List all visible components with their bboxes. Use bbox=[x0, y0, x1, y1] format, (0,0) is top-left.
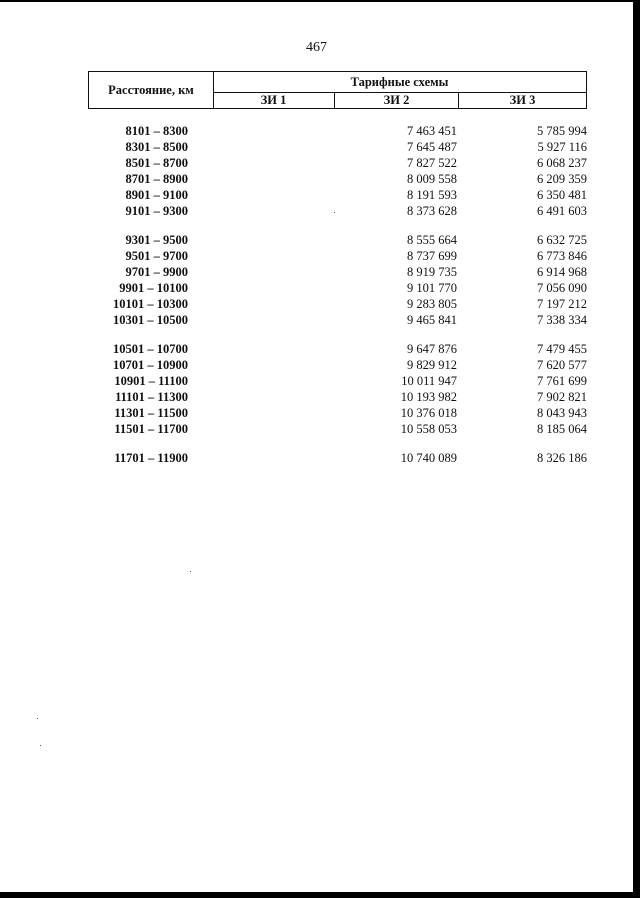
zi2-value: 8 191 593 bbox=[407, 188, 457, 202]
zi2-value: 7 827 522 bbox=[407, 156, 457, 170]
distance-range: 10301 – 10500 bbox=[113, 313, 188, 327]
scan-edge-top bbox=[0, 0, 640, 2]
zi3-value: 7 902 821 bbox=[537, 390, 587, 404]
table-row bbox=[0, 203, 633, 219]
distance-range: 11301 – 11500 bbox=[114, 406, 188, 420]
distance-range: 10701 – 10900 bbox=[113, 358, 188, 372]
table-row bbox=[0, 450, 633, 466]
table-row bbox=[0, 296, 633, 312]
column-header-zi3: ЗИ 3 bbox=[509, 93, 536, 107]
zi3-value: 7 338 334 bbox=[537, 313, 587, 327]
zi3-value: 7 056 090 bbox=[537, 281, 587, 295]
zi2-value: 8 737 699 bbox=[407, 249, 457, 263]
table-row bbox=[0, 248, 633, 264]
distance-range: 10101 – 10300 bbox=[113, 297, 188, 311]
zi3-value: 7 197 212 bbox=[537, 297, 587, 311]
table-row bbox=[0, 264, 633, 280]
table-row bbox=[0, 187, 633, 203]
zi2-value: 9 829 912 bbox=[407, 358, 457, 372]
distance-range: 9701 – 9900 bbox=[125, 265, 188, 279]
zi2-value: 10 011 947 bbox=[401, 374, 457, 388]
zi3-value: 6 632 725 bbox=[537, 233, 587, 247]
scan-speck bbox=[334, 212, 335, 213]
table-row bbox=[0, 341, 633, 357]
zi3-value: 7 761 699 bbox=[537, 374, 587, 388]
table-row bbox=[0, 405, 633, 421]
distance-range: 8501 – 8700 bbox=[125, 156, 188, 170]
table-row bbox=[0, 171, 633, 187]
zi3-value: 8 043 943 bbox=[537, 406, 587, 420]
distance-range: 10901 – 11100 bbox=[114, 374, 188, 388]
zi3-value: 6 068 237 bbox=[537, 156, 587, 170]
scan-speck bbox=[37, 718, 38, 719]
distance-range: 9901 – 10100 bbox=[119, 281, 188, 295]
tariff-schemes-header: Тарифные схемы bbox=[213, 72, 586, 93]
zi2-value: 8 919 735 bbox=[407, 265, 457, 279]
table-row bbox=[0, 280, 633, 296]
zi3-value: 6 209 359 bbox=[537, 172, 587, 186]
distance-range: 11101 – 11300 bbox=[115, 390, 188, 404]
table-row bbox=[0, 139, 633, 155]
zi2-value: 9 283 805 bbox=[407, 297, 457, 311]
table-row bbox=[0, 232, 633, 248]
distance-range: 10501 – 10700 bbox=[113, 342, 188, 356]
zi3-value: 6 914 968 bbox=[537, 265, 587, 279]
zi3-value: 5 927 116 bbox=[537, 140, 587, 154]
zi2-value: 7 463 451 bbox=[407, 124, 457, 138]
scan-speck bbox=[40, 745, 41, 746]
zi2-value: 10 376 018 bbox=[400, 406, 457, 420]
distance-range: 11701 – 11900 bbox=[114, 451, 188, 465]
table-row bbox=[0, 389, 633, 405]
zi3-value: 6 350 481 bbox=[537, 188, 587, 202]
table-row bbox=[0, 155, 633, 171]
zi2-value: 10 558 053 bbox=[400, 422, 457, 436]
zi2-value: 10 193 982 bbox=[400, 390, 457, 404]
scan-edge-right bbox=[633, 0, 640, 898]
zi2-value: 9 465 841 bbox=[407, 313, 457, 327]
zi2-value: 9 647 876 bbox=[407, 342, 457, 356]
scan-edge-bottom bbox=[0, 892, 640, 898]
zi2-value: 8 009 558 bbox=[407, 172, 457, 186]
tariff-table-body bbox=[0, 123, 633, 466]
zi2-value: 8 373 628 bbox=[407, 204, 457, 218]
zi3-value: 6 773 846 bbox=[537, 249, 587, 263]
column-header-zi1: ЗИ 1 bbox=[213, 93, 335, 108]
distance-range: 8901 – 9100 bbox=[125, 188, 188, 202]
distance-range: 9101 – 9300 bbox=[125, 204, 188, 218]
zi3-value: 7 479 455 bbox=[537, 342, 587, 356]
distance-range: 8701 – 8900 bbox=[125, 172, 188, 186]
zi3-value: 8 326 186 bbox=[537, 451, 587, 465]
table-row bbox=[0, 312, 633, 328]
table-header bbox=[88, 71, 587, 109]
scan-speck bbox=[190, 571, 191, 572]
zi3-value: 7 620 577 bbox=[537, 358, 587, 372]
zi2-value: 7 645 487 bbox=[407, 140, 457, 154]
zi3-value: 6 491 603 bbox=[537, 204, 587, 218]
distance-range: 9501 – 9700 bbox=[125, 249, 188, 263]
table-row bbox=[0, 421, 633, 437]
page-number: 467 bbox=[306, 40, 327, 55]
table-row bbox=[0, 373, 633, 389]
distance-range: 8101 – 8300 bbox=[125, 124, 188, 138]
column-header-zi2: ЗИ 2 bbox=[335, 93, 459, 108]
zi3-value: 5 785 994 bbox=[537, 124, 587, 138]
table-row bbox=[0, 123, 633, 139]
table-row bbox=[0, 357, 633, 373]
distance-column-header: Расстояние, км bbox=[89, 72, 214, 108]
zi2-value: 10 740 089 bbox=[400, 451, 457, 465]
distance-range: 11501 – 11700 bbox=[114, 422, 188, 436]
zi3-value: 8 185 064 bbox=[537, 422, 587, 436]
zi2-value: 9 101 770 bbox=[407, 281, 457, 295]
distance-range: 9301 – 9500 bbox=[125, 233, 188, 247]
zi2-value: 8 555 664 bbox=[407, 233, 457, 247]
distance-range: 8301 – 8500 bbox=[125, 140, 188, 154]
